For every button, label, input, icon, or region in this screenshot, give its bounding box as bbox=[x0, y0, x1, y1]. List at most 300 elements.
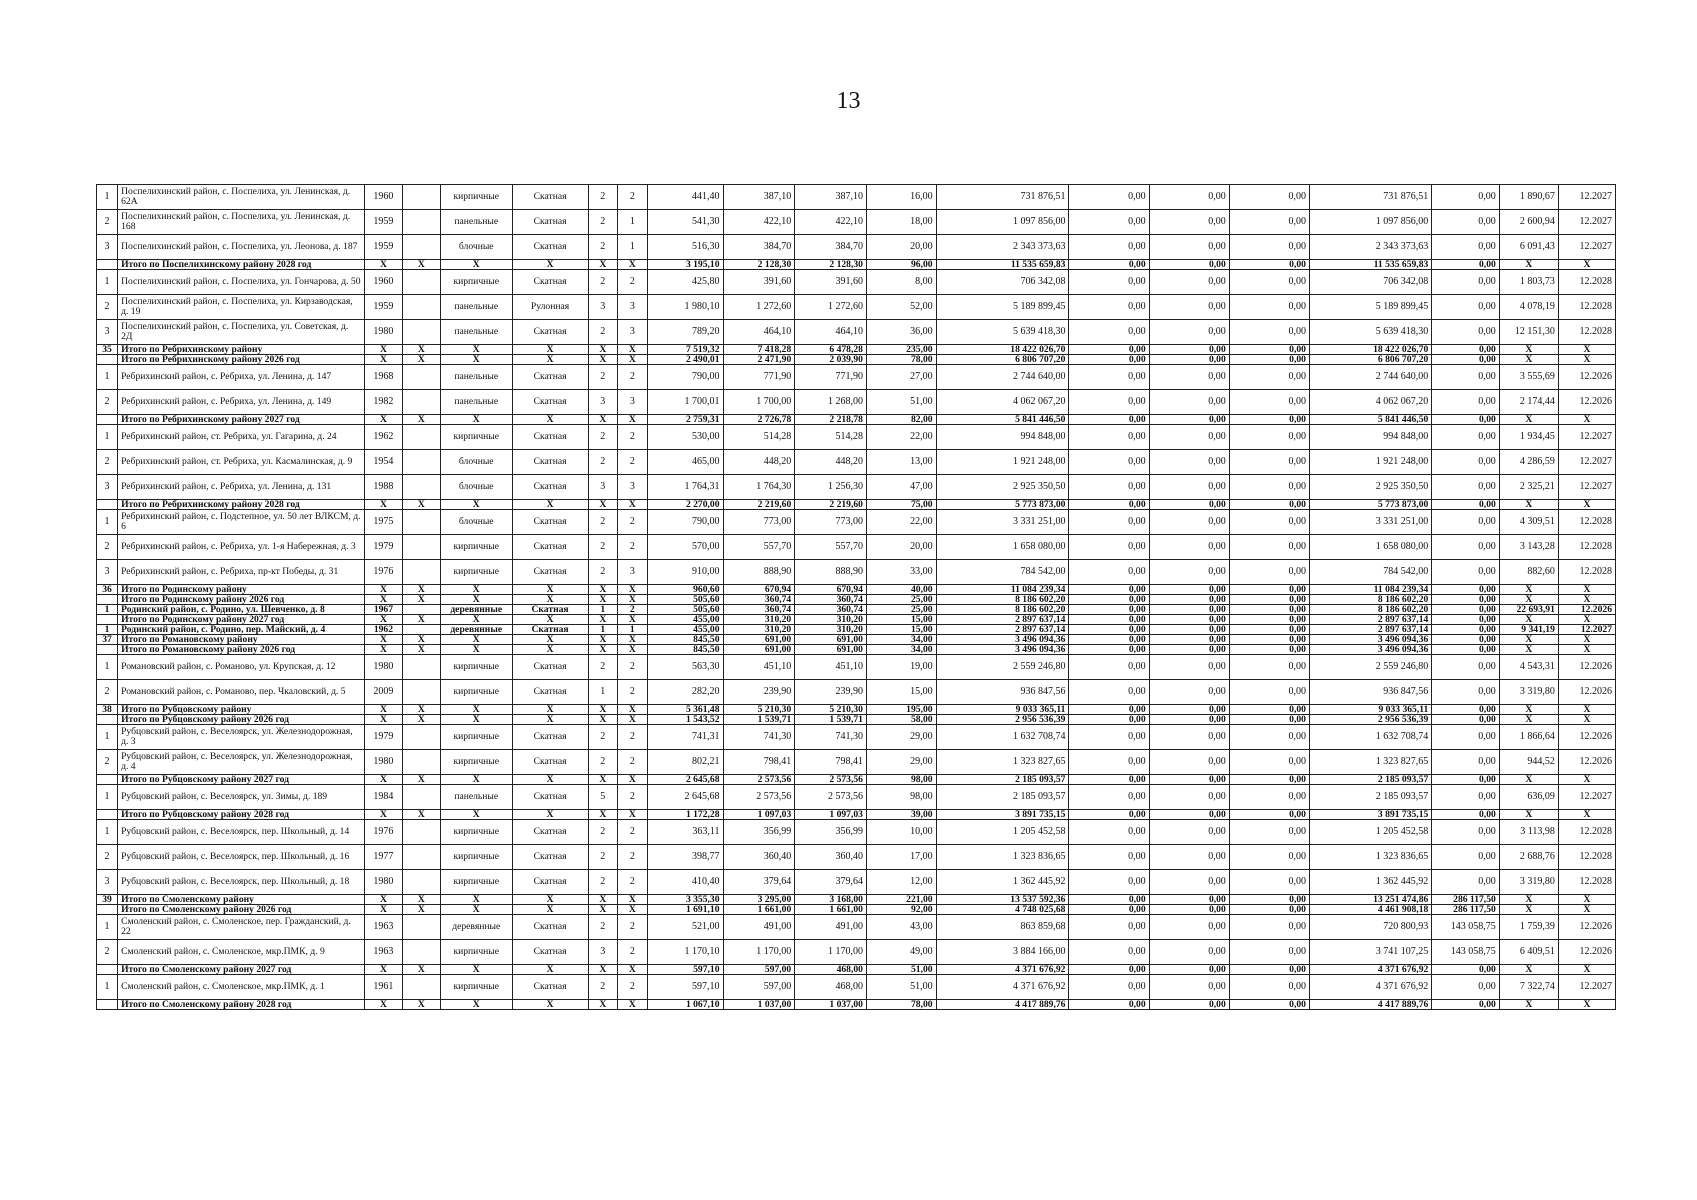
table-row bbox=[97, 915, 1616, 940]
table-cell: X bbox=[1558, 595, 1615, 605]
table-cell: 3 bbox=[618, 320, 648, 345]
table-cell: 0,00 bbox=[1432, 635, 1500, 645]
table-cell: 2 645,68 bbox=[647, 785, 723, 810]
table-cell: X bbox=[1499, 595, 1558, 605]
table-cell: 1962 bbox=[364, 425, 402, 450]
table-cell: 2 bbox=[97, 680, 118, 705]
table-cell: 2 688,76 bbox=[1499, 845, 1558, 870]
table-cell: Скатная bbox=[512, 185, 588, 210]
table-cell: X bbox=[1558, 415, 1615, 425]
table-cell: 464,10 bbox=[723, 320, 795, 345]
table-cell: Скатная bbox=[512, 845, 588, 870]
table-cell: 22 693,91 bbox=[1499, 605, 1558, 615]
table-cell: 1977 bbox=[364, 845, 402, 870]
table-cell: 2 bbox=[588, 185, 618, 210]
table-cell bbox=[402, 295, 440, 320]
table-cell: 0,00 bbox=[1229, 715, 1309, 725]
table-cell: Рубцовский район, с. Веселоярск, пер. Школьный, д. 18 bbox=[118, 870, 365, 895]
table-cell: X bbox=[364, 1000, 402, 1010]
table-cell: X bbox=[1558, 585, 1615, 595]
row-number bbox=[97, 260, 118, 270]
table-cell: 3 891 735,15 bbox=[1309, 810, 1431, 820]
table-cell: X bbox=[440, 1000, 512, 1010]
table-cell: X bbox=[512, 645, 588, 655]
table-cell: X bbox=[1558, 905, 1615, 915]
table-cell: 3 bbox=[97, 475, 118, 500]
table-cell: 1 bbox=[97, 915, 118, 940]
table-cell: 784 542,00 bbox=[1309, 560, 1431, 585]
table-cell: 2 bbox=[97, 750, 118, 775]
table-cell: 0,00 bbox=[1069, 750, 1149, 775]
table-cell: 22,00 bbox=[866, 425, 936, 450]
table-cell bbox=[402, 605, 440, 615]
table-cell: 0,00 bbox=[1149, 975, 1229, 1000]
table-cell: 0,00 bbox=[1069, 475, 1149, 500]
table-cell: 2 925 350,50 bbox=[936, 475, 1069, 500]
table-cell: 505,60 bbox=[647, 605, 723, 615]
table-cell: X bbox=[402, 500, 440, 510]
table-cell: 0,00 bbox=[1149, 535, 1229, 560]
table-cell: X bbox=[1558, 345, 1615, 355]
table-cell: 0,00 bbox=[1229, 235, 1309, 260]
table-cell: кирпичные bbox=[440, 845, 512, 870]
table-cell: 1 272,60 bbox=[723, 295, 795, 320]
table-cell: 1 172,28 bbox=[647, 810, 723, 820]
table-cell: 0,00 bbox=[1069, 500, 1149, 510]
table-cell bbox=[402, 560, 440, 585]
table-cell: Смоленский район, с. Смоленское, мкр.ПМК, д. 1 bbox=[118, 975, 365, 1000]
table-cell: 8 186 602,20 bbox=[936, 605, 1069, 615]
table-cell: кирпичные bbox=[440, 560, 512, 585]
table-cell: 0,00 bbox=[1229, 510, 1309, 535]
table-cell: 2 bbox=[618, 425, 648, 450]
table-cell: 0,00 bbox=[1432, 775, 1500, 785]
table-cell: X bbox=[440, 775, 512, 785]
table-cell: X bbox=[402, 260, 440, 270]
table-cell: 0,00 bbox=[1229, 870, 1309, 895]
table-cell: 0,00 bbox=[1149, 185, 1229, 210]
table-cell bbox=[402, 940, 440, 965]
table-cell: 3 319,80 bbox=[1499, 680, 1558, 705]
table-cell: X bbox=[512, 500, 588, 510]
table-cell: 0,00 bbox=[1069, 535, 1149, 560]
table-cell: 1968 bbox=[364, 365, 402, 390]
table-cell: 96,00 bbox=[866, 260, 936, 270]
table-cell: X bbox=[588, 895, 618, 905]
table-cell: 0,00 bbox=[1229, 905, 1309, 915]
table-cell: 6 806 707,20 bbox=[936, 355, 1069, 365]
table-cell: 5 841 446,50 bbox=[1309, 415, 1431, 425]
table-cell bbox=[402, 210, 440, 235]
table-cell: 0,00 bbox=[1229, 560, 1309, 585]
table-cell: 4 461 908,18 bbox=[1309, 905, 1431, 915]
table-cell: 3 891 735,15 bbox=[936, 810, 1069, 820]
table-cell: 1 272,60 bbox=[795, 295, 867, 320]
table-cell: 0,00 bbox=[1149, 510, 1229, 535]
table-cell: панельные bbox=[440, 210, 512, 235]
table-cell: 691,00 bbox=[795, 645, 867, 655]
row-number bbox=[97, 810, 118, 820]
subtotal-row bbox=[97, 705, 1616, 715]
table-cell: 43,00 bbox=[866, 915, 936, 940]
table-cell: 2 471,90 bbox=[723, 355, 795, 365]
table-cell: 1 256,30 bbox=[795, 475, 867, 500]
table-cell: Скатная bbox=[512, 655, 588, 680]
table-cell: X bbox=[1558, 810, 1615, 820]
table-cell: 691,00 bbox=[723, 635, 795, 645]
row-number: 39 bbox=[97, 895, 118, 905]
table-cell: 0,00 bbox=[1149, 870, 1229, 895]
table-cell bbox=[402, 320, 440, 345]
table-cell: 0,00 bbox=[1432, 705, 1500, 715]
row-number: 36 bbox=[97, 585, 118, 595]
table-cell: Скатная bbox=[512, 475, 588, 500]
subtotal-row bbox=[97, 605, 1616, 615]
table-cell: 994 848,00 bbox=[1309, 425, 1431, 450]
table-cell: 882,60 bbox=[1499, 560, 1558, 585]
table-cell: X bbox=[618, 895, 648, 905]
table-cell: 12 151,30 bbox=[1499, 320, 1558, 345]
table-cell: 0,00 bbox=[1069, 645, 1149, 655]
table-cell: 2 956 536,39 bbox=[936, 715, 1069, 725]
table-cell: 12.2028 bbox=[1558, 820, 1615, 845]
table-cell: 12.2028 bbox=[1558, 320, 1615, 345]
table-cell: 82,00 bbox=[866, 415, 936, 425]
table-cell: 0,00 bbox=[1229, 365, 1309, 390]
table-cell: 455,00 bbox=[647, 625, 723, 635]
table-cell: 12.2028 bbox=[1558, 510, 1615, 535]
subtotal-row bbox=[97, 355, 1616, 365]
table-cell: X bbox=[1499, 500, 1558, 510]
table-cell: 0,00 bbox=[1432, 625, 1500, 635]
row-number: 38 bbox=[97, 705, 118, 715]
table-cell: 2 897 637,14 bbox=[936, 625, 1069, 635]
table-cell: 12.2028 bbox=[1558, 870, 1615, 895]
table-cell: X bbox=[588, 810, 618, 820]
table-cell: 13 251 474,86 bbox=[1309, 895, 1431, 905]
table-cell: 557,70 bbox=[723, 535, 795, 560]
table-cell: 2 219,60 bbox=[723, 500, 795, 510]
table-cell: 2 bbox=[588, 450, 618, 475]
table-cell: Скатная bbox=[512, 270, 588, 295]
table-cell bbox=[402, 475, 440, 500]
table-cell: 0,00 bbox=[1229, 585, 1309, 595]
table-cell: 888,90 bbox=[723, 560, 795, 585]
table-cell: 2 270,00 bbox=[647, 500, 723, 510]
table-cell: Скатная bbox=[512, 940, 588, 965]
table-cell: X bbox=[364, 615, 402, 625]
table-cell: 2 bbox=[588, 235, 618, 260]
table-cell: 0,00 bbox=[1069, 1000, 1149, 1010]
row-number bbox=[97, 595, 118, 605]
table-cell: 2 573,56 bbox=[723, 775, 795, 785]
table-cell: 2 897 637,14 bbox=[1309, 615, 1431, 625]
table-cell: 235,00 bbox=[866, 345, 936, 355]
table-cell: Скатная bbox=[512, 235, 588, 260]
table-cell bbox=[402, 750, 440, 775]
table-cell: 34,00 bbox=[866, 635, 936, 645]
table-cell: 0,00 bbox=[1229, 915, 1309, 940]
table-cell: X bbox=[402, 355, 440, 365]
table-cell: 2 925 350,50 bbox=[1309, 475, 1431, 500]
table-cell: 863 859,68 bbox=[936, 915, 1069, 940]
table-cell: 1 921 248,00 bbox=[936, 450, 1069, 475]
table-cell: 0,00 bbox=[1149, 680, 1229, 705]
table-cell: 4 078,19 bbox=[1499, 295, 1558, 320]
table-cell: 2 bbox=[618, 915, 648, 940]
subtotal-row bbox=[97, 625, 1616, 635]
table-cell: 2 219,60 bbox=[795, 500, 867, 510]
table-cell: X bbox=[440, 810, 512, 820]
table-cell: 0,00 bbox=[1432, 260, 1500, 270]
table-cell: 0,00 bbox=[1229, 625, 1309, 635]
table-cell: 0,00 bbox=[1149, 585, 1229, 595]
table-cell: 1 bbox=[588, 680, 618, 705]
table-cell: 789,20 bbox=[647, 320, 723, 345]
table-cell: X bbox=[402, 705, 440, 715]
table-cell: X bbox=[618, 810, 648, 820]
table-cell: 19,00 bbox=[866, 655, 936, 680]
table-cell: Скатная bbox=[512, 450, 588, 475]
table-cell: X bbox=[512, 810, 588, 820]
table-cell: X bbox=[618, 595, 648, 605]
table-cell: X bbox=[618, 345, 648, 355]
table-cell: 27,00 bbox=[866, 365, 936, 390]
table-cell: 9 033 365,11 bbox=[1309, 705, 1431, 715]
table-cell: 0,00 bbox=[1149, 725, 1229, 750]
table-cell: 2 bbox=[97, 390, 118, 415]
table-cell: 3 bbox=[618, 390, 648, 415]
table-cell: 0,00 bbox=[1229, 425, 1309, 450]
table-cell: 2 bbox=[618, 510, 648, 535]
table-cell: 845,50 bbox=[647, 635, 723, 645]
table-cell: 2 bbox=[618, 365, 648, 390]
table-cell: 51,00 bbox=[866, 975, 936, 1000]
table-cell: 3 bbox=[97, 560, 118, 585]
table-cell: 2 bbox=[618, 680, 648, 705]
table-cell: 12.2027 bbox=[1558, 625, 1615, 635]
row-label: Итого по Ребрихинскому району bbox=[118, 345, 365, 355]
table-cell: 1 866,64 bbox=[1499, 725, 1558, 750]
table-cell: Скатная bbox=[512, 820, 588, 845]
table-cell: X bbox=[618, 415, 648, 425]
table-cell: 36,00 bbox=[866, 320, 936, 345]
table-cell: 0,00 bbox=[1229, 845, 1309, 870]
table-cell: X bbox=[1558, 705, 1615, 715]
table-cell: 1 bbox=[97, 270, 118, 295]
table-cell: 0,00 bbox=[1069, 210, 1149, 235]
table-cell: 0,00 bbox=[1149, 895, 1229, 905]
table-cell: 143 058,75 bbox=[1432, 915, 1500, 940]
table-cell: 33,00 bbox=[866, 560, 936, 585]
table-cell: 12.2026 bbox=[1558, 725, 1615, 750]
page-number: 13 bbox=[836, 88, 861, 114]
table-cell: X bbox=[618, 260, 648, 270]
table-cell: 3 195,10 bbox=[647, 260, 723, 270]
table-cell: 1 632 708,74 bbox=[936, 725, 1069, 750]
table-cell: X bbox=[1499, 810, 1558, 820]
table-cell: 78,00 bbox=[866, 1000, 936, 1010]
table-cell: 0,00 bbox=[1432, 680, 1500, 705]
table-cell: 3 143,28 bbox=[1499, 535, 1558, 560]
row-number: 37 bbox=[97, 635, 118, 645]
table-row bbox=[97, 210, 1616, 235]
table-cell: 0,00 bbox=[1149, 645, 1229, 655]
table-cell: 195,00 bbox=[866, 705, 936, 715]
table-cell: 0,00 bbox=[1069, 655, 1149, 680]
table-cell: 0,00 bbox=[1149, 415, 1229, 425]
table-cell: X bbox=[440, 595, 512, 605]
table-cell: Романовский район, с. Романово, пер. Чкаловский, д. 5 bbox=[118, 680, 365, 705]
table-cell: 1979 bbox=[364, 725, 402, 750]
table-cell: 491,00 bbox=[795, 915, 867, 940]
table-row bbox=[97, 295, 1616, 320]
table-cell: 2 bbox=[618, 975, 648, 1000]
table-cell: 0,00 bbox=[1069, 975, 1149, 1000]
table-cell: Ребрихинский район, с. Ребриха, ул. Ленина, д. 147 bbox=[118, 365, 365, 390]
table-cell: X bbox=[440, 715, 512, 725]
table-cell: 1 759,39 bbox=[1499, 915, 1558, 940]
table-cell: 0,00 bbox=[1149, 365, 1229, 390]
table-cell: 29,00 bbox=[866, 725, 936, 750]
table-cell: 12.2027 bbox=[1558, 450, 1615, 475]
table-cell: 0,00 bbox=[1069, 595, 1149, 605]
table-cell: 0,00 bbox=[1149, 625, 1229, 635]
table-cell: X bbox=[588, 595, 618, 605]
table-cell: панельные bbox=[440, 320, 512, 345]
table-cell: 1 bbox=[618, 210, 648, 235]
table-cell: 0,00 bbox=[1229, 705, 1309, 715]
table-cell: 391,60 bbox=[795, 270, 867, 295]
table-cell: 5 189 899,45 bbox=[936, 295, 1069, 320]
table-cell: 3 496 094,36 bbox=[1309, 635, 1431, 645]
table-cell: 0,00 bbox=[1229, 725, 1309, 750]
table-cell: 4 309,51 bbox=[1499, 510, 1558, 535]
table-cell: 1 890,67 bbox=[1499, 185, 1558, 210]
table-cell: Скатная bbox=[512, 510, 588, 535]
table-cell: 3 295,00 bbox=[723, 895, 795, 905]
table-row bbox=[97, 365, 1616, 390]
table-cell: 5 189 899,45 bbox=[1309, 295, 1431, 320]
table-cell: 310,20 bbox=[795, 615, 867, 625]
table-cell: X bbox=[440, 965, 512, 975]
table-cell: 2 bbox=[618, 655, 648, 680]
table-cell: 410,40 bbox=[647, 870, 723, 895]
table-cell: X bbox=[588, 905, 618, 915]
table-cell: 505,60 bbox=[647, 595, 723, 605]
table-row bbox=[97, 820, 1616, 845]
table-cell: 1 097 856,00 bbox=[936, 210, 1069, 235]
table-row bbox=[97, 535, 1616, 560]
table-cell: X bbox=[1499, 715, 1558, 725]
row-label: Итого по Родинскому району bbox=[118, 585, 365, 595]
table-cell: 12.2026 bbox=[1558, 655, 1615, 680]
table-cell: 310,20 bbox=[723, 625, 795, 635]
table-cell: X bbox=[1558, 645, 1615, 655]
table-cell: X bbox=[588, 355, 618, 365]
table-cell: X bbox=[588, 615, 618, 625]
table-cell: 0,00 bbox=[1149, 210, 1229, 235]
table-cell: 0,00 bbox=[1149, 500, 1229, 510]
table-cell: 52,00 bbox=[866, 295, 936, 320]
table-cell: 741,30 bbox=[723, 725, 795, 750]
table-cell: X bbox=[440, 705, 512, 715]
table-cell: 12.2028 bbox=[1558, 270, 1615, 295]
table-cell: X bbox=[402, 415, 440, 425]
table-cell: Смоленский район, с. Смоленское, пер. Гражданский, д. 22 bbox=[118, 915, 365, 940]
table-cell: X bbox=[512, 905, 588, 915]
table-cell: X bbox=[512, 260, 588, 270]
table-cell: 0,00 bbox=[1069, 785, 1149, 810]
table-cell bbox=[402, 535, 440, 560]
table-cell: X bbox=[440, 895, 512, 905]
table-cell: 0,00 bbox=[1432, 645, 1500, 655]
table-cell: кирпичные bbox=[440, 680, 512, 705]
row-label: Итого по Рубцовскому району 2026 год bbox=[118, 715, 365, 725]
table-cell: 3 bbox=[588, 295, 618, 320]
table-cell: X bbox=[440, 905, 512, 915]
table-cell: 0,00 bbox=[1149, 845, 1229, 870]
table-cell: 2 bbox=[588, 725, 618, 750]
table-cell: 3 bbox=[618, 560, 648, 585]
table-cell: 0,00 bbox=[1149, 940, 1229, 965]
table-cell: панельные bbox=[440, 785, 512, 810]
subtotal-row bbox=[97, 810, 1616, 820]
table-cell: 1980 bbox=[364, 750, 402, 775]
table-cell: 12.2026 bbox=[1558, 390, 1615, 415]
table-cell: 0,00 bbox=[1432, 210, 1500, 235]
table-cell: 741,31 bbox=[647, 725, 723, 750]
table-cell: X bbox=[364, 260, 402, 270]
table-cell: 1 632 708,74 bbox=[1309, 725, 1431, 750]
table-cell: 0,00 bbox=[1229, 1000, 1309, 1010]
table-cell: 0,00 bbox=[1229, 940, 1309, 965]
table-cell: X bbox=[402, 645, 440, 655]
table-cell: Рубцовский район, с. Веселоярск, пер. Школьный, д. 14 bbox=[118, 820, 365, 845]
table-cell: 12.2028 bbox=[1558, 560, 1615, 585]
row-label: Итого по Смоленскому району 2027 год bbox=[118, 965, 365, 975]
table-cell: 0,00 bbox=[1432, 365, 1500, 390]
table-cell: 12.2026 bbox=[1558, 940, 1615, 965]
table-cell: X bbox=[1558, 500, 1615, 510]
table-cell: Поспелихинский район, с. Поспелиха, ул. Гончарова, д. 50 bbox=[118, 270, 365, 295]
table-cell: 1 bbox=[618, 235, 648, 260]
table-cell: 1960 bbox=[364, 270, 402, 295]
table-cell: 1980 bbox=[364, 655, 402, 680]
table-cell: кирпичные bbox=[440, 975, 512, 1000]
table-cell bbox=[402, 235, 440, 260]
table-cell: 6 806 707,20 bbox=[1309, 355, 1431, 365]
table-cell: Ребрихинский район, с. Ребриха, ул. 1-я Набережная, д. 3 bbox=[118, 535, 365, 560]
table-cell: X bbox=[1499, 775, 1558, 785]
table-cell: 0,00 bbox=[1069, 725, 1149, 750]
table-cell: 286 117,50 bbox=[1432, 905, 1500, 915]
table-cell: 78,00 bbox=[866, 355, 936, 365]
table-cell: 636,09 bbox=[1499, 785, 1558, 810]
table-cell bbox=[402, 425, 440, 450]
table-cell: 3 113,98 bbox=[1499, 820, 1558, 845]
table-cell: 798,41 bbox=[795, 750, 867, 775]
table-cell: 0,00 bbox=[1069, 390, 1149, 415]
table-cell: X bbox=[1499, 645, 1558, 655]
table-cell: 771,90 bbox=[723, 365, 795, 390]
table-cell bbox=[402, 450, 440, 475]
table-cell: 0,00 bbox=[1069, 940, 1149, 965]
table-cell: 670,94 bbox=[795, 585, 867, 595]
table-cell: 516,30 bbox=[647, 235, 723, 260]
table-cell: 12.2027 bbox=[1558, 975, 1615, 1000]
table-cell: 2 185 093,57 bbox=[1309, 775, 1431, 785]
